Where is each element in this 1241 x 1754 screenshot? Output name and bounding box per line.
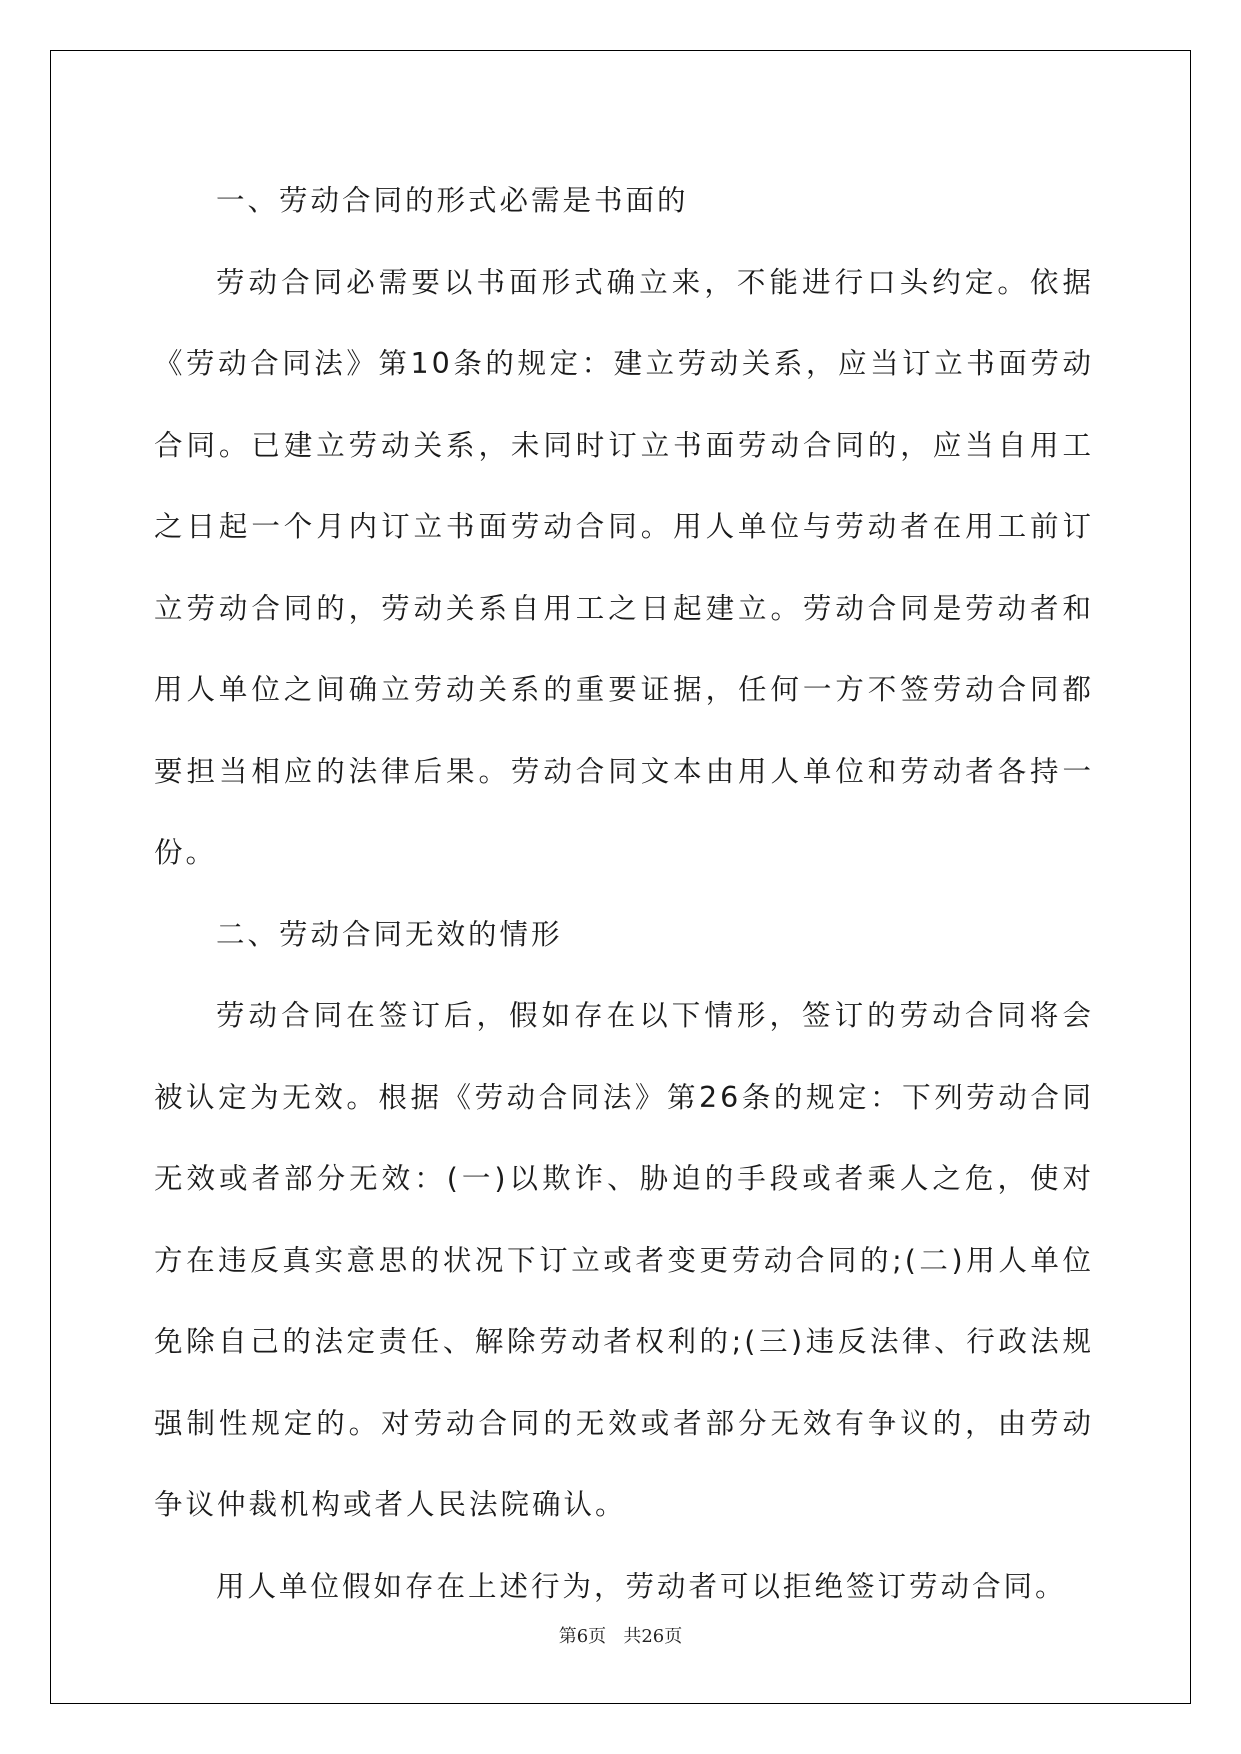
section-heading-2: 二、劳动合同无效的情形 <box>216 917 563 951</box>
page-number: 第6页 <box>558 1626 607 1647</box>
section-heading-1: 一、劳动合同的形式必需是书面的 <box>216 184 689 217</box>
paragraph-written-form: 劳动合同必需要以书面形式确立来，不能进行口头约定。依据《劳动合同法》第10条的规定：建立劳动关系，应当订立书面劳动合同。已建立劳动关系，未同时订立书面劳动合同的，应当自用工之日起一个月内订立书面劳动合同。用人单位与劳动者在用工前订立劳动合同的，劳动关系自用工之日起建立。劳动合同是劳动者和用人单位之间确立劳动关系的重要证据，任何一方不签劳动合同都要担当相应的法律后果。劳动合同文本由用人单位和劳动者各持一份。 <box>154 265 1094 869</box>
footer-separator <box>606 1626 623 1647</box>
paragraph-refuse-signing: 用人单位假如存在上述行为，劳动者可以拒绝签订劳动合同。 <box>216 1569 1067 1603</box>
total-pages: 共26页 <box>623 1626 683 1647</box>
document-body <box>154 160 1094 1627</box>
paragraph-invalid-contract: 劳动合同在签订后，假如存在以下情形，签订的劳动合同将会被认定为无效。根据《劳动合同法》第26条的规定：下列劳动合同无效或者部分无效：(一)以欺诈、胁迫的手段或者乘人之危，使对方在违反真实意思的状况下订立或者变更劳动合同的;(二)用人单位免除自己的法定责任、解除劳动者权利的;(三)违反法律、行政法规强制性规定的。对劳动合同的无效或者部分无效有争议的，由劳动争议仲裁机构或者人民法院确认。 <box>154 999 1094 1521</box>
page-footer <box>0 1622 1241 1648</box>
